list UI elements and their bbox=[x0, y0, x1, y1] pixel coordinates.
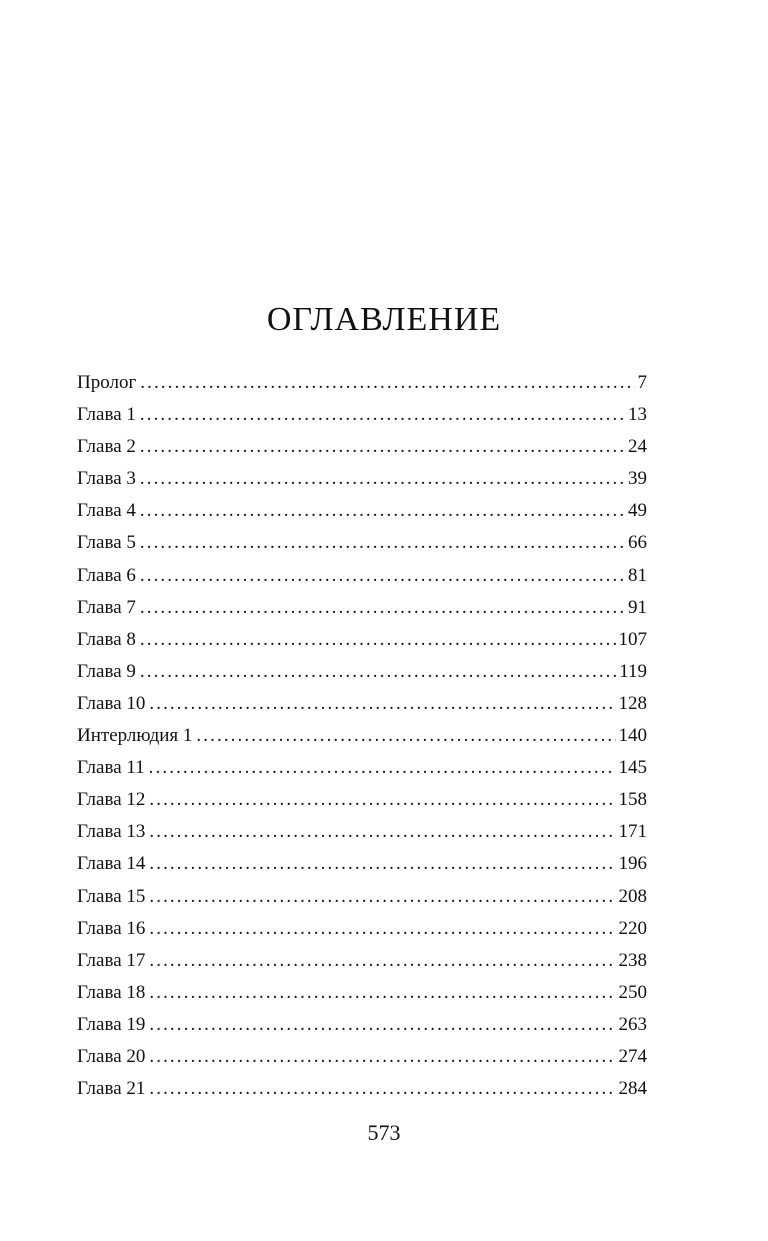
toc-entry-page: 119 bbox=[619, 660, 647, 682]
toc-leader-dots bbox=[140, 624, 616, 656]
toc-leader-dots bbox=[149, 945, 615, 977]
toc-entry bbox=[77, 399, 647, 431]
toc-entry-label: Глава 15 bbox=[77, 885, 146, 907]
toc-leader-dots bbox=[149, 816, 615, 848]
toc-entry-label: Глава 18 bbox=[77, 981, 146, 1003]
toc-entry-page: 284 bbox=[618, 1078, 647, 1100]
toc-leader-dots bbox=[140, 527, 625, 559]
toc-leader-dots bbox=[149, 977, 615, 1009]
toc-entry bbox=[77, 688, 647, 720]
toc-entry bbox=[77, 1041, 647, 1073]
toc-entry-page: 238 bbox=[618, 949, 647, 971]
toc-entry bbox=[77, 1009, 647, 1041]
toc-entry bbox=[77, 1073, 647, 1105]
toc-entry-label: Глава 9 bbox=[77, 660, 136, 682]
toc-entry-page: 13 bbox=[628, 404, 647, 426]
toc-entry bbox=[77, 913, 647, 945]
toc-leader-dots bbox=[140, 656, 616, 688]
toc-leader-dots bbox=[149, 848, 615, 880]
toc-leader-dots bbox=[149, 1041, 615, 1073]
toc-entry-page: 171 bbox=[618, 821, 647, 843]
toc-entry-page: 66 bbox=[628, 532, 647, 554]
toc-entry bbox=[77, 656, 647, 688]
toc-entry-page: 140 bbox=[618, 725, 647, 747]
toc-entry-label: Глава 17 bbox=[77, 949, 146, 971]
toc-leader-dots bbox=[149, 784, 615, 816]
toc-entry bbox=[77, 527, 647, 559]
toc-entry-page: 24 bbox=[628, 436, 647, 458]
toc-entry-label: Глава 4 bbox=[77, 500, 136, 522]
toc-leader-dots bbox=[149, 881, 615, 913]
toc-entry-label: Глава 21 bbox=[77, 1078, 146, 1100]
toc-entry-page: 250 bbox=[618, 981, 647, 1003]
toc-entry-label: Глава 19 bbox=[77, 1013, 146, 1035]
toc-entry-page: 7 bbox=[637, 372, 647, 393]
toc-entry-page: 158 bbox=[618, 789, 647, 811]
toc-entry bbox=[77, 560, 647, 592]
toc-entry-page: 145 bbox=[618, 757, 647, 779]
toc-entry-label: Глава 1 bbox=[77, 404, 136, 426]
toc-entry-page: 263 bbox=[618, 1013, 647, 1035]
toc-entry-label: Интерлюдия 1 bbox=[77, 725, 193, 747]
toc-entry-label: Глава 20 bbox=[77, 1045, 146, 1067]
toc-entry bbox=[77, 816, 647, 848]
toc-leader-dots bbox=[149, 1073, 615, 1105]
toc-entry-label: Пролог bbox=[77, 372, 137, 393]
toc-entry bbox=[77, 752, 647, 784]
toc-entry-label: Глава 11 bbox=[77, 757, 145, 779]
toc-entry-page: 81 bbox=[628, 564, 647, 586]
toc-entry-page: 274 bbox=[618, 1045, 647, 1067]
toc-entry-page: 128 bbox=[618, 692, 647, 714]
toc-entry bbox=[77, 784, 647, 816]
toc-leader-dots bbox=[140, 560, 625, 592]
toc-entry-label: Глава 7 bbox=[77, 596, 136, 618]
toc-entry-page: 49 bbox=[628, 500, 647, 522]
toc-entry-label: Глава 12 bbox=[77, 789, 146, 811]
toc-entry-label: Глава 13 bbox=[77, 821, 146, 843]
toc-leader-dots bbox=[149, 752, 616, 784]
toc-entry-label: Глава 3 bbox=[77, 468, 136, 490]
toc-leader-dots bbox=[149, 1009, 615, 1041]
toc-entry-label: Глава 2 bbox=[77, 436, 136, 458]
toc-entry-page: 208 bbox=[618, 885, 647, 907]
table-of-contents bbox=[77, 367, 647, 1105]
toc-entry bbox=[77, 977, 647, 1009]
toc-entry-label: Глава 16 bbox=[77, 917, 146, 939]
toc-leader-dots bbox=[140, 592, 625, 624]
toc-entry-label: Глава 5 bbox=[77, 532, 136, 554]
toc-leader-dots bbox=[140, 431, 625, 463]
toc-entry bbox=[77, 495, 647, 527]
toc-leader-dots bbox=[196, 720, 615, 752]
toc-entry-label: Глава 10 bbox=[77, 692, 146, 714]
toc-entry-page: 91 bbox=[628, 596, 647, 618]
toc-entry bbox=[77, 848, 647, 880]
toc-entry bbox=[77, 431, 647, 463]
toc-leader-dots bbox=[140, 463, 625, 495]
toc-leader-dots bbox=[149, 688, 615, 720]
toc-entry-page: 196 bbox=[618, 853, 647, 875]
toc-entry bbox=[77, 945, 647, 977]
toc-entry bbox=[77, 592, 647, 624]
toc-entry bbox=[77, 367, 647, 399]
toc-entry-page: 107 bbox=[618, 628, 647, 650]
toc-entry-label: Глава 14 bbox=[77, 853, 146, 875]
toc-entry bbox=[77, 881, 647, 913]
toc-leader-dots bbox=[140, 367, 634, 399]
toc-leader-dots bbox=[149, 913, 615, 945]
toc-entry bbox=[77, 720, 647, 752]
toc-entry-page: 220 bbox=[618, 917, 647, 939]
toc-entry-label: Глава 8 bbox=[77, 628, 136, 650]
page-number: 573 bbox=[367, 1120, 401, 1145]
toc-entry-page: 39 bbox=[628, 468, 647, 490]
page-title: ОГЛАВЛЕНИЕ bbox=[266, 301, 502, 338]
toc-entry bbox=[77, 463, 647, 495]
toc-entry-label: Глава 6 bbox=[77, 564, 136, 586]
toc-leader-dots bbox=[140, 399, 625, 431]
toc-entry bbox=[77, 624, 647, 656]
toc-leader-dots bbox=[140, 495, 625, 527]
